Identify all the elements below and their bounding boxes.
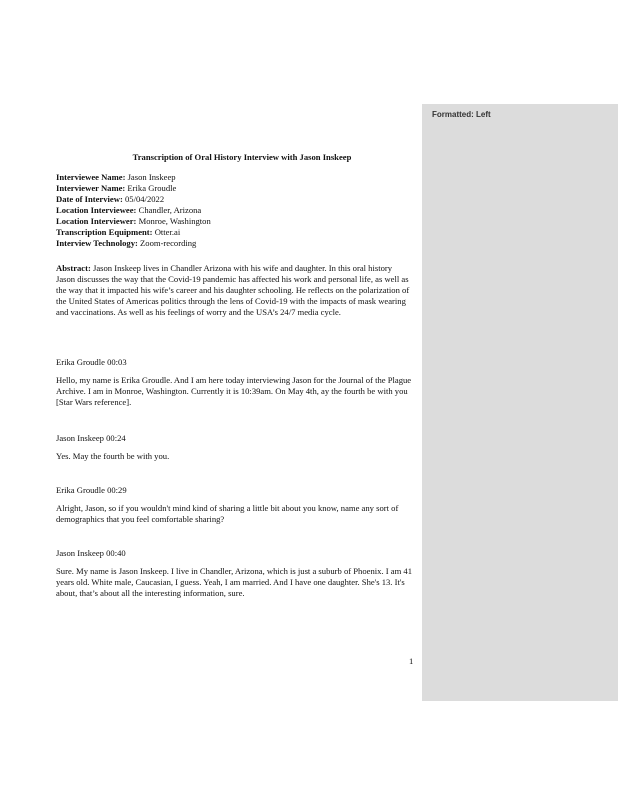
comment-pane (422, 104, 618, 701)
speaker-timestamp: Erika Groudle 00:29 (56, 485, 127, 495)
meta-technology: Interview Technology: Zoom-recording (56, 238, 197, 248)
meta-date: Date of Interview: 05/04/2022 (56, 194, 165, 204)
meta-location-interviewee: Location Interviewee: Chandler, Arizona (56, 205, 202, 215)
utterance: Hello, my name is Erika Groudle. And I am here today interviewing Jason for the Journal of the Plague Archive. I am in Monroe, Washington. Currently it is 10:39am. On May 4th, ay the fourth be with you [Star Wars reference]. (56, 375, 412, 407)
comment-header: Formatted: Left (432, 110, 491, 119)
utterance: Yes. May the fourth be with you. (56, 451, 170, 461)
utterance: Alright, Jason, so if you wouldn't mind kind of sharing a little bit about you know, name any sort of demographics that you feel comfortable sharing? (56, 503, 399, 524)
document-title: Transcription of Oral History Interview with Jason Inskeep (132, 152, 352, 162)
interview-metadata (56, 172, 211, 249)
speaker-timestamp: Jason Inskeep 00:40 (56, 548, 126, 558)
meta-location-interviewer: Location Interviewer: Monroe, Washington (56, 216, 211, 226)
meta-interviewee: Interviewee Name: Jason Inskeep (56, 172, 176, 182)
utterance: Sure. My name is Jason Inskeep. I live in Chandler, Arizona, which is just a suburb of Phoenix. I am 41 years old. White male, Caucasian, I guess. Yeah, I am married. And I have one daughter. She's 13. It's about, that’s about all the interesting information, sure. (56, 566, 412, 598)
speaker-timestamp: Jason Inskeep 00:24 (56, 433, 126, 443)
page-number: 1 (409, 656, 414, 666)
meta-interviewer: Interviewer Name: Erika Groudle (56, 183, 177, 193)
abstract: Abstract: Jason Inskeep lives in Chandler Arizona with his wife and daughter. In this oral history Jason discusses the way that the Covid-19 pandemic has affected his work and personal life, as well as the way that it impacted his wife’s career and his daughter schooling. He reflects on the polarization of the United States of Americas politics through the lens of Covid-19 with the impacts of mask wearing and vaccinations. As well as his feelings of worry and the USA’s 24/7 media cycle. (56, 263, 410, 317)
meta-equipment: Transcription Equipment: Otter.ai (56, 227, 181, 237)
speaker-timestamp: Erika Groudle 00:03 (56, 357, 127, 367)
